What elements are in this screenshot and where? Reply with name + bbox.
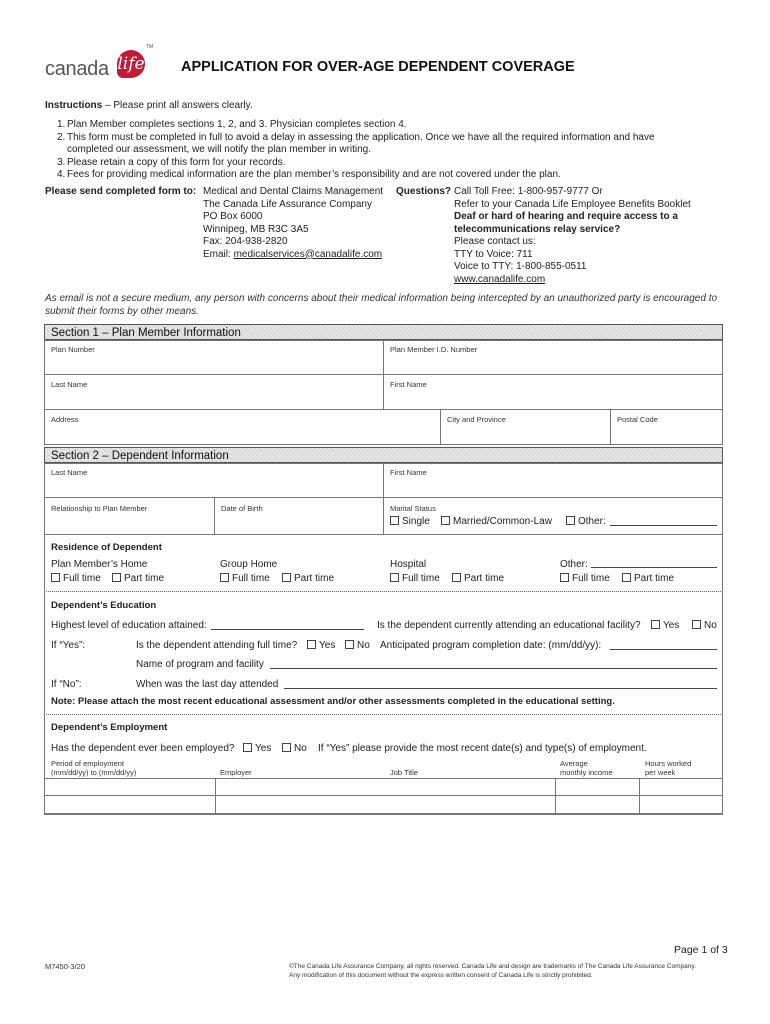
marital-other-line[interactable] bbox=[610, 525, 717, 526]
education-note: Note: Please attach the most recent educational assessment and/or other assessments completed in the educational setting. bbox=[51, 696, 615, 707]
section2-header: Section 2 – Dependent Information bbox=[44, 447, 723, 463]
col-job-title: Job Title bbox=[390, 768, 418, 777]
residence-group-home: Group Home bbox=[220, 559, 278, 570]
send-label: Please send completed form to: bbox=[45, 186, 197, 197]
attending-yes[interactable]: Yes bbox=[651, 620, 679, 632]
last-day-line[interactable] bbox=[284, 688, 717, 689]
home-part-time[interactable]: Part time bbox=[112, 573, 164, 585]
list-item: 4. Fees for providing medical information are the plan member’s responsibility and are not covered under the plan. bbox=[57, 169, 561, 180]
member-first-name-field[interactable]: First Name bbox=[383, 374, 723, 410]
list-item: 1. Plan Member completes sections 1, 2, and 3. Physician completes section 4. bbox=[57, 119, 407, 130]
contact-info: Call Toll Free: 1-800-957-9777 Or Refer to your Canada Life Employee Benefits Booklet Deaf or hard of hearing and require access to a telecommunications relay service? Please contact us: TTY to Voice: 711 Voice to TTY: 1-800-855-0511 www.canadalife.com bbox=[454, 186, 691, 285]
dependent-last-name-field[interactable]: Last Name bbox=[44, 463, 384, 498]
instructions-intro bbox=[45, 100, 253, 113]
logo-trademark: TM bbox=[146, 44, 154, 50]
divider bbox=[44, 591, 723, 592]
plan-number-field[interactable]: Plan Number bbox=[44, 340, 384, 375]
group-part-time[interactable]: Part time bbox=[282, 573, 334, 585]
table-cell[interactable] bbox=[639, 778, 723, 796]
residence-other-line[interactable] bbox=[591, 567, 717, 568]
if-yes-label: If “Yes”: bbox=[51, 640, 86, 651]
residence-hospital: Hospital bbox=[390, 559, 427, 570]
residence-heading: Residence of Dependent bbox=[51, 542, 162, 553]
checkbox[interactable] bbox=[390, 516, 399, 525]
marital-status-group: Marital Status bbox=[383, 497, 723, 535]
page-title: APPLICATION FOR OVER-AGE DEPENDENT COVERAGE bbox=[181, 59, 575, 75]
list-item: 3. Please retain a copy of this form for your records. bbox=[57, 156, 286, 168]
attending-question: Is the dependent currently attending an educational facility? bbox=[377, 620, 641, 631]
date-of-birth-field[interactable]: Date of Birth bbox=[214, 497, 384, 535]
city-province-field[interactable]: City and Province bbox=[440, 409, 611, 445]
checkbox[interactable] bbox=[441, 516, 450, 525]
col-period-2: (mm/dd/yy) to (mm/dd/yy) bbox=[51, 768, 137, 777]
table-cell[interactable] bbox=[555, 778, 640, 796]
dependent-first-name-field[interactable]: First Name bbox=[383, 463, 723, 498]
home-full-time[interactable]: Full time bbox=[51, 573, 101, 585]
col-hours-2: per week bbox=[645, 768, 676, 777]
logo-wordmark: canada bbox=[45, 58, 109, 80]
hospital-full-time[interactable]: Full time bbox=[390, 573, 440, 585]
member-last-name-field[interactable]: Last Name bbox=[44, 374, 384, 410]
list-item: 2. This form must be completed in full to avoid a delay in assessing the application. Once we have all the required information and have completed our assessment, we will notify the plan member in writing. bbox=[57, 131, 655, 155]
instructions-label: Instructions bbox=[45, 100, 103, 111]
education-heading: Dependent’s Education bbox=[51, 600, 157, 611]
copyright-line-2: Any modification of this document without the express written consent of Canada Life is strictly prohibited. bbox=[289, 972, 593, 979]
last-day-label: When was the last day attended bbox=[136, 679, 279, 690]
table-cell[interactable] bbox=[44, 795, 216, 814]
table-cell[interactable] bbox=[639, 795, 723, 814]
col-employer: Employer bbox=[220, 768, 252, 777]
program-label: Name of program and facility bbox=[136, 659, 264, 670]
instructions-list bbox=[45, 119, 725, 182]
email-notice: As email is not a secure medium, any person with concerns about their medical information being intercepted by an unauthorized party is encouraged to submit their forms by other means. bbox=[45, 293, 718, 317]
postal-code-field[interactable]: Postal Code bbox=[610, 409, 723, 445]
completion-date-line[interactable] bbox=[610, 649, 717, 650]
employment-if-yes: If “Yes” please provide the most recent date(s) and type(s) of employment. bbox=[318, 743, 647, 754]
col-income-1: Average bbox=[560, 759, 588, 768]
table-cell[interactable] bbox=[215, 778, 556, 796]
mailing-address: Medical and Dental Claims Management The Canada Life Assurance Company PO Box 6000 Winnipeg, MB R3C 3A5 Fax: 204-938-2820 Email: medicalservices@canadalife.com bbox=[203, 186, 384, 260]
residence-other: Other: bbox=[560, 559, 588, 570]
form-code: M7450-3/20 bbox=[45, 962, 86, 971]
instructions-text: – Please print all answers clearly. bbox=[102, 100, 253, 111]
other-full-time[interactable]: Full time bbox=[560, 573, 610, 585]
highest-education-label: Highest level of education attained: bbox=[51, 620, 207, 631]
full-time-no[interactable]: No bbox=[345, 640, 370, 652]
residence-home: Plan Member’s Home bbox=[51, 559, 148, 570]
full-time-question: Is the dependent attending full time? bbox=[136, 640, 298, 651]
copyright-line-1: ©The Canada Life Assurance Company, all rights reserved. Canada Life and design are trademarks of The Canada Life Assurance Company. bbox=[289, 963, 696, 970]
employed-no[interactable]: No bbox=[282, 743, 307, 755]
group-full-time[interactable]: Full time bbox=[220, 573, 270, 585]
member-id-field[interactable]: Plan Member I.D. Number bbox=[383, 340, 723, 375]
col-income-2: monthly income bbox=[560, 768, 613, 777]
marital-other[interactable]: Other: bbox=[566, 516, 606, 528]
other-part-time[interactable]: Part time bbox=[622, 573, 674, 585]
email-link[interactable]: medicalservices@canadalife.com bbox=[233, 248, 383, 260]
questions-label: Questions? bbox=[396, 186, 452, 197]
employed-question: Has the dependent ever been employed? bbox=[51, 743, 235, 754]
attending-no[interactable]: No bbox=[692, 620, 717, 632]
highest-education-line[interactable] bbox=[211, 629, 364, 630]
section1-header: Section 1 – Plan Member Information bbox=[44, 324, 723, 340]
completion-date-label: Anticipated program completion date: (mm/dd/yy): bbox=[380, 640, 602, 651]
employed-yes[interactable]: Yes bbox=[243, 743, 271, 755]
program-line[interactable] bbox=[270, 668, 717, 669]
full-time-yes[interactable]: Yes bbox=[307, 640, 335, 652]
col-hours-1: Hours worked bbox=[645, 759, 692, 768]
relationship-field[interactable]: Relationship to Plan Member bbox=[44, 497, 215, 535]
if-no-label: If “No”: bbox=[51, 679, 82, 690]
table-cell[interactable] bbox=[215, 795, 556, 814]
marital-married[interactable]: Married/Common-Law bbox=[441, 516, 552, 528]
address-field[interactable]: Address bbox=[44, 409, 441, 445]
logo-badge: life bbox=[117, 50, 145, 78]
checkbox[interactable] bbox=[566, 516, 575, 525]
website-link[interactable]: www.canadalife.com bbox=[454, 273, 546, 285]
hospital-part-time[interactable]: Part time bbox=[452, 573, 504, 585]
col-period-1: Period of employment bbox=[51, 759, 124, 768]
divider bbox=[44, 714, 723, 715]
marital-single[interactable]: Single bbox=[390, 516, 430, 528]
page-number: Page 1 of 3 bbox=[674, 944, 728, 956]
table-cell[interactable] bbox=[555, 795, 640, 814]
employment-heading: Dependent’s Employment bbox=[51, 722, 168, 733]
table-cell[interactable] bbox=[44, 778, 216, 796]
